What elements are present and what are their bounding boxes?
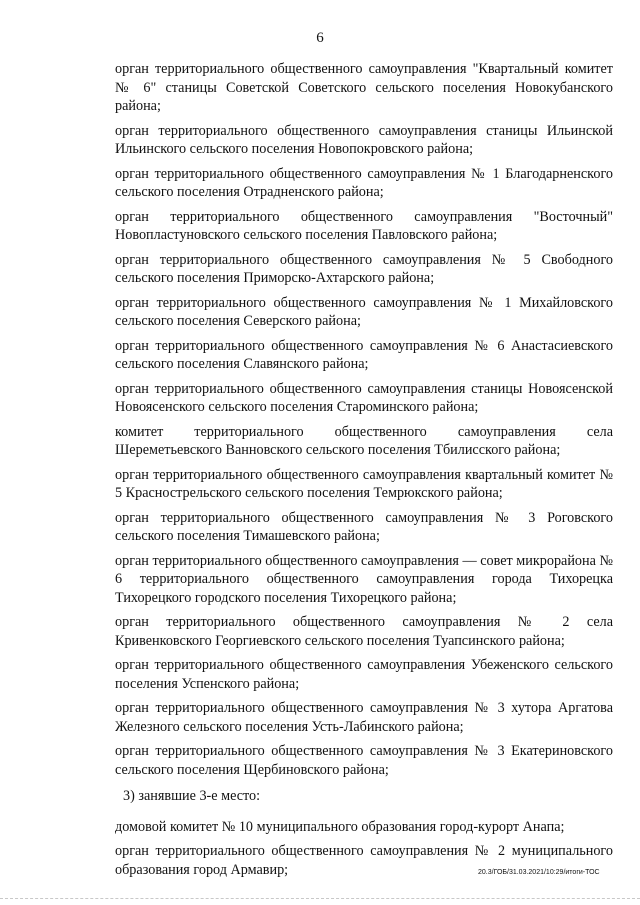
list-item: орган территориального общественного самоуправления — совет микрорайона № 6 территориального общественного самоуправления города Тихорецка Тихорецкого городского поселения Тихорецкого района; [115, 552, 613, 606]
list-item: орган территориального общественного самоуправления станицы Новоясенской Новоясенского сельского поселения Староминского района; [115, 380, 613, 415]
list-item: орган территориального общественного самоуправления № 3 хутора Аргатова Железного сельского поселения Усть-Лабинского района; [115, 700, 613, 735]
list-item: орган территориального общественного самоуправления № 2 муниципального образования город Армавир; [115, 843, 613, 878]
list-item: орган территориального общественного самоуправления станицы Ильинской Ильинского сельского поселения Новопокровского района; [115, 122, 613, 157]
list-item: орган территориального общественного самоуправления № 2 села Кривенковского Георгиевского сельского поселения Туапсинского района; [115, 614, 613, 649]
list-item: орган территориального общественного самоуправления № 5 Свободного сельского поселения Приморско-Ахтарского района; [115, 251, 613, 286]
list-item: комитет территориального общественного самоуправления села Шереметьевского Ванновского сельского поселения Тбилисского района; [115, 423, 613, 458]
scan-edge-divider [0, 898, 640, 899]
section-heading: 3) занявшие 3-е место: [123, 788, 261, 804]
list-item: орган территориального общественного самоуправления № 6 Анастасиевского сельского поселения Славянского района; [115, 337, 613, 372]
list-item: орган территориального общественного самоуправления Убеженского сельского поселения Успенского района; [115, 657, 613, 692]
list-item: орган территориального общественного самоуправления квартальный комитет № 5 Краснострельского сельского поселения Темрюкского района; [115, 466, 613, 501]
page-number: 6 [316, 30, 324, 46]
list-item: орган территориального общественного самоуправления № 3 Екатериновского сельского поселения Щербиновского района; [115, 743, 613, 778]
list-item: орган территориального общественного самоуправления № 1 Михайловского сельского поселения Северского района; [115, 294, 613, 329]
list-item: домовой комитет № 10 муниципального образования город-курорт Анапа; [115, 818, 565, 835]
list-item: орган территориального общественного самоуправления № 3 Роговского сельского поселения Тимашевского района; [115, 509, 613, 544]
document-body [115, 60, 613, 885]
list-item: орган территориального общественного самоуправления "Квартальный комитет № 6" станицы Советской Советского сельского поселения Новокубанского района; [115, 61, 613, 114]
list-item: орган территориального общественного самоуправления № 1 Благодарненского сельского поселения Отрадненского района; [115, 165, 613, 200]
footer-code: 20.3/ГОБ/31.03.2021/10:29/итоги-ТОС [478, 869, 600, 876]
list-item: орган территориального общественного самоуправления "Восточный" Новопластуновского сельского поселения Павловского района; [115, 208, 613, 243]
